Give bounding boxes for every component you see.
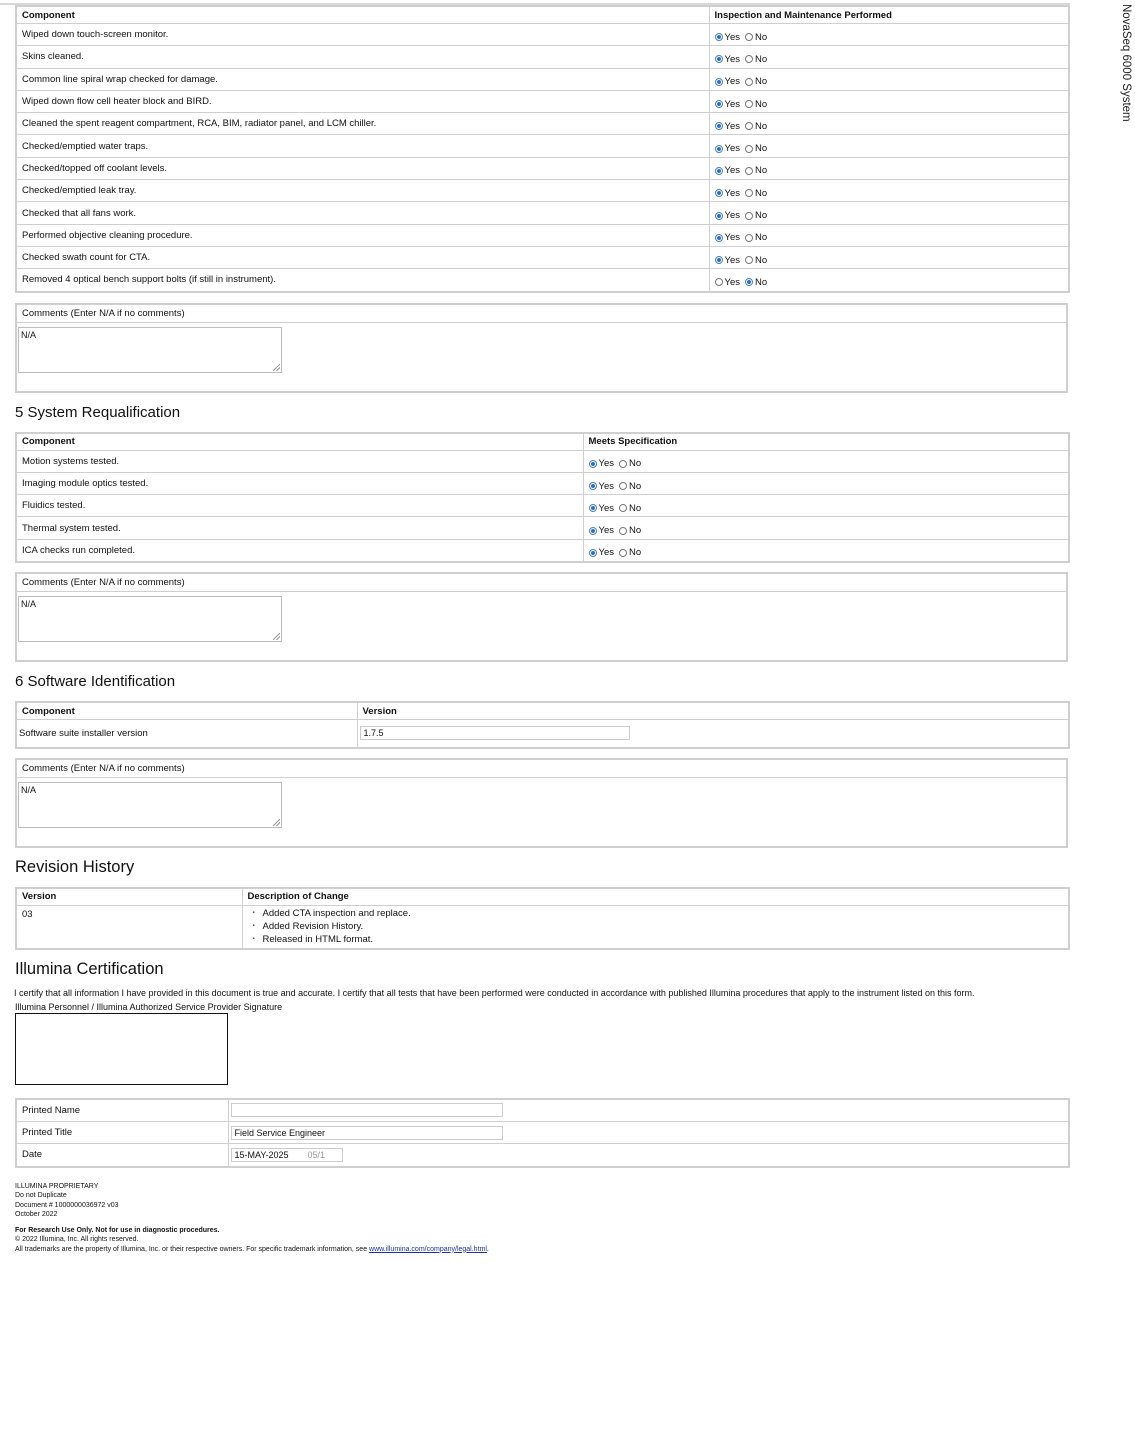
footer-no-duplicate: Do not Duplicate [15,1192,67,1200]
legal-link[interactable]: www.illumina.com/company/legal.html [369,1245,487,1253]
no-radio[interactable] [619,482,627,490]
requalification-header-meets: Meets Specification [583,433,1069,451]
inspection-row-answer [709,68,1069,90]
inspection-row-answer [709,157,1069,179]
inspection-row-answer [709,46,1069,68]
yes-label: Yes [724,187,740,199]
no-radio[interactable] [745,167,753,175]
no-radio[interactable] [619,460,627,468]
yes-radio[interactable] [589,549,597,557]
date-label: Date [16,1144,228,1167]
requalification-row-answer [583,539,1069,562]
requalification-comments [15,572,1068,662]
inspection-row-answer [709,202,1069,224]
yes-radio[interactable] [715,100,723,108]
requalification-row-label: Motion systems tested. [16,450,583,472]
inspection-row-answer [709,269,1069,292]
yes-radio[interactable] [715,234,723,242]
signature-label: Illumina Personnel / Illumina Authorized Service Provider Signature [15,1001,283,1012]
no-label: No [755,232,768,244]
no-radio[interactable] [745,212,753,220]
no-label: No [755,187,768,199]
footer-trademarks-text: All trademarks are the property of Illumina, Inc. or their respective owners. For specific trademark information, see [15,1245,370,1253]
inspection-row [16,157,1069,179]
yes-no-radio-group [715,267,1064,293]
requalification-row-label: Fluidics tested. [16,495,583,517]
no-label: No [755,143,768,155]
yes-label: Yes [724,276,740,288]
footer-trademarks [15,1245,1068,1255]
software-comments-label: Comments (Enter N/A if no comments) [17,760,1066,778]
certification-statement: I certify that all information I have provided in this document is true and accurate. I certify that all tests that have been performed were conducted in accordance with published Illumina procedures that apply to the instrument listed on this form. [14,987,975,998]
inspection-row-label: Checked/emptied leak tray. [16,180,709,202]
footer-copyright: © 2022 Illumina, Inc. All rights reserved. [15,1236,139,1244]
yes-no-radio-group [589,537,1064,563]
inspection-table [15,5,1070,293]
requalification-row [16,539,1069,562]
requalification-table [15,432,1070,563]
yes-radio[interactable] [715,145,723,153]
yes-radio[interactable] [715,33,723,41]
inspection-row [16,24,1069,46]
inspection-row-label: Wiped down touch-screen monitor. [16,24,709,46]
yes-label: Yes [724,120,740,132]
no-label: No [755,53,768,65]
yes-label: Yes [598,480,614,492]
inspection-row [16,68,1069,90]
no-radio[interactable] [745,189,753,197]
requalification-comments-label: Comments (Enter N/A if no comments) [17,574,1066,592]
no-label: No [629,502,642,514]
inspection-header-performed: Inspection and Maintenance Performed [709,6,1069,24]
no-label: No [629,480,642,492]
inspection-row-label: Removed 4 optical bench support bolts (if still in instrument). [16,269,709,292]
no-label: No [629,525,642,537]
no-radio[interactable] [745,55,753,63]
inspection-row [16,90,1069,112]
side-document-title: NovaSeq 6000 System [1120,4,1132,122]
requalification-row-label: Thermal system tested. [16,517,583,539]
footer-trademarks-suffix: . [486,1245,489,1253]
requalification-rows [16,450,1069,562]
footer-ruo: For Research Use Only. Not for use in diagnostic procedures. [15,1226,220,1234]
yes-radio[interactable] [715,78,723,86]
inspection-comments-text: N/A [21,329,37,340]
revision-change-list [248,907,1064,947]
inspection-row-label: Skins cleaned. [16,46,709,68]
requalification-row-label: Imaging module optics tested. [16,472,583,494]
no-label: No [755,165,768,177]
revision-row [16,905,1069,949]
requalification-row [16,517,1069,539]
requalification-row-answer [583,450,1069,472]
no-radio[interactable] [745,145,753,153]
software-header-component: Component [16,702,357,720]
no-radio[interactable] [745,33,753,41]
software-row-label: Software suite installer version [16,720,357,748]
footer-document-number: Document # 1000000036972 v03 [15,1201,119,1209]
inspection-row [16,224,1069,246]
inspection-row-label: Cleaned the spent reagent compartment, RCA, BIM, radiator panel, and LCM chiller. [16,113,709,135]
revision-change-item: ▪ Added CTA inspection and replace. [257,907,1064,920]
software-comments [15,758,1068,848]
yes-radio[interactable] [589,482,597,490]
requalification-header-component: Component [16,433,583,451]
yes-label: Yes [598,547,614,559]
requalification-row [16,495,1069,517]
date-input[interactable] [231,1148,343,1162]
yes-label: Yes [724,76,740,88]
form-page [15,5,1068,1254]
no-label: No [629,547,642,559]
yes-label: Yes [724,98,740,110]
software-header-version: Version [357,702,1069,720]
revision-version: 03 [16,905,242,949]
certification-fields-table [15,1098,1070,1168]
inspection-header-component: Component [16,6,709,24]
yes-label: Yes [724,143,740,155]
requalification-comments-text: N/A [21,599,37,610]
no-label: No [755,31,768,43]
inspection-row-label: Common line spiral wrap checked for damage. [16,68,709,90]
yes-label: Yes [724,165,740,177]
resize-grip-icon[interactable] [273,633,280,640]
inspection-row [16,246,1069,268]
resize-grip-icon[interactable] [273,364,280,371]
yes-radio[interactable] [715,278,723,286]
software-row [16,720,1069,748]
date-row [16,1144,1069,1167]
no-label: No [755,98,768,110]
no-radio[interactable] [745,278,753,286]
revision-table [15,887,1070,950]
inspection-row-label: Checked that all fans work. [16,202,709,224]
inspection-row-label: Checked swath count for CTA. [16,246,709,268]
no-radio[interactable] [745,256,753,264]
yes-label: Yes [598,525,614,537]
inspection-row-answer [709,246,1069,268]
inspection-comments-label: Comments (Enter N/A if no comments) [17,305,1066,323]
inspection-row [16,113,1069,135]
revision-header-description: Description of Change [242,888,1069,906]
no-radio[interactable] [619,527,627,535]
software-version-input[interactable]: 1.7.5 [360,726,630,740]
yes-radio[interactable] [715,212,723,220]
printed-title-row [16,1122,1069,1144]
yes-radio[interactable] [715,189,723,197]
inspection-row-answer [709,24,1069,46]
inspection-row [16,46,1069,68]
yes-radio[interactable] [715,55,723,63]
inspection-row-answer [709,135,1069,157]
no-label: No [755,120,768,132]
no-label: No [755,254,768,266]
yes-label: Yes [598,502,614,514]
footer-date: October 2022 [15,1211,58,1219]
inspection-row [16,135,1069,157]
revision-change-item: ▪ Added Revision History. [257,920,1064,933]
inspection-row-answer [709,113,1069,135]
inspection-row-label: Wiped down flow cell heater block and BIRD. [16,90,709,112]
yes-radio[interactable] [715,167,723,175]
footer [15,1182,1068,1255]
resize-grip-icon[interactable] [273,819,280,826]
printed-title-input[interactable]: Field Service Engineer [231,1126,503,1140]
inspection-row-label: Checked/emptied water traps. [16,135,709,157]
yes-radio[interactable] [715,122,723,130]
certification-title: Illumina Certification [15,959,164,978]
printed-title-label: Printed Title [16,1122,228,1144]
no-label: No [755,210,768,222]
requalification-row-answer [583,495,1069,517]
requalification-comments-textarea[interactable] [18,596,282,642]
no-radio[interactable] [745,78,753,86]
date-value: 15-MAY-2025 [234,1149,289,1160]
software-title: 6 Software Identification [15,673,176,691]
inspection-row-answer [709,224,1069,246]
no-label: No [629,458,642,470]
requalification-row [16,472,1069,494]
requalification-title: 5 System Requalification [15,403,181,421]
revision-title: Revision History [15,857,135,876]
no-radio[interactable] [745,234,753,242]
inspection-comments [15,303,1068,393]
inspection-row [16,202,1069,224]
requalification-row [16,450,1069,472]
yes-label: Yes [724,232,740,244]
no-label: No [755,276,768,288]
software-comments-text: N/A [21,784,37,795]
yes-label: Yes [724,31,740,43]
yes-radio[interactable] [589,460,597,468]
inspection-row-answer [709,90,1069,112]
revision-header-version: Version [16,888,242,906]
footer-proprietary: ILLUMINA PROPRIETARY [15,1182,99,1190]
inspection-comments-textarea[interactable] [18,327,282,373]
signature-box[interactable] [15,1013,228,1085]
requalification-row-answer [583,517,1069,539]
inspection-rows [16,24,1069,292]
no-radio[interactable] [745,100,753,108]
software-table [15,701,1070,749]
software-comments-textarea[interactable] [18,782,282,828]
inspection-row-label: Performed objective cleaning procedure. [16,224,709,246]
inspection-row [16,269,1069,292]
printed-name-input[interactable] [231,1103,503,1117]
inspection-row-label: Checked/topped off coolant levels. [16,157,709,179]
yes-label: Yes [724,254,740,266]
date-format-hint: 05/1 [307,1149,326,1160]
yes-radio[interactable] [589,527,597,535]
inspection-row-answer [709,180,1069,202]
yes-label: Yes [724,53,740,65]
yes-radio[interactable] [589,504,597,512]
no-radio[interactable] [619,504,627,512]
inspection-row [16,180,1069,202]
yes-label: Yes [598,458,614,470]
requalification-row-label: ICA checks run completed. [16,539,583,562]
revision-change-item: ▪ Released in HTML format. [257,933,1064,946]
no-label: No [755,76,768,88]
printed-name-row [16,1099,1069,1122]
printed-name-label: Printed Name [16,1099,228,1122]
requalification-row-answer [583,472,1069,494]
no-radio[interactable] [745,122,753,130]
yes-label: Yes [724,210,740,222]
no-radio[interactable] [619,549,627,557]
yes-radio[interactable] [715,256,723,264]
